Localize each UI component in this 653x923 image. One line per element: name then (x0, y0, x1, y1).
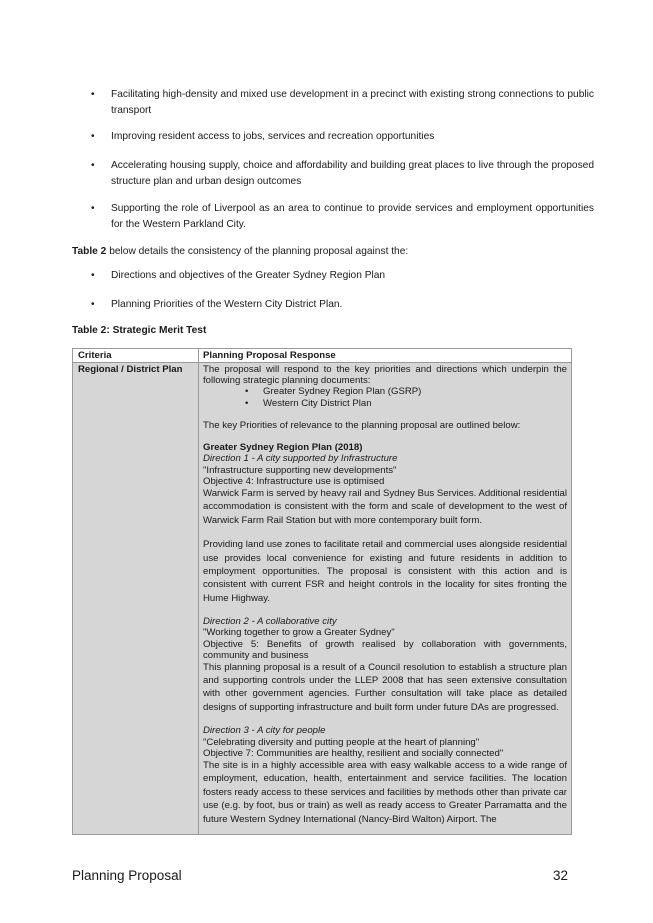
strategic-documents-list (203, 386, 567, 409)
direction-3-text: The site is in a highly accessible area with easy walkable access to a wide range of employment, education, health, entertainment and service facilities. The location fosters ready access to these services and facilities by methods other than private car use (e.g. by foot, bus or train) as well as ready access to Greater Parramatta and the future Western Sydney International (Nancy-Bird Walton) Airport. The (203, 759, 567, 825)
gsrp-heading (203, 442, 567, 453)
list-item-text: Improving resident access to jobs, services and recreation opportunities (111, 131, 435, 142)
list-item (72, 158, 594, 189)
list-item-text: Western City District Plan (263, 397, 372, 409)
list-item (203, 398, 567, 410)
bullet-glyph: • (245, 397, 249, 409)
table-header-row (73, 349, 571, 363)
direction-2-text: This planning proposal is a result of a Council resolution to establish a structure plan and supporting controls under the LLEP 2008 that has seen extensive consultation with other government agencies. Further consultation will take place as detailed designs of supporting infrastructure and built form under future DAs are progressed. (203, 661, 567, 713)
direction-1-text: Warwick Farm is served by heavy rail and Sydney Bus Services. Additional residential accommodation is consistent with the form and scale of development to the west of Warwick Farm Rail Station but with more contemporary built form. (203, 488, 567, 526)
list-item (72, 129, 594, 145)
list-item-text: Greater Sydney Region Plan (GSRP) (263, 386, 422, 397)
list-item (72, 268, 594, 284)
direction-1-objective: Objective 4: Infrastructure use is optimised (203, 475, 385, 487)
table-intro-bullet-list (72, 268, 594, 284)
bullet-glyph: • (91, 89, 95, 100)
direction-1-title (203, 453, 567, 464)
direction-3-quote: "Celebrating diversity and putting people at the heart of planning" (203, 736, 480, 748)
response-intro: The proposal will respond to the key priorities and directions which underpin the following strategic planning documents: (203, 364, 567, 386)
direction-3-objective: Objective 7: Communities are healthy, resilient and socially connected" (203, 747, 504, 759)
list-item (72, 87, 594, 118)
list-item-text: Directions and objectives of the Greater Sydney Region Plan (111, 270, 386, 281)
table-caption: Table 2: Strategic Merit Test (72, 325, 207, 336)
direction-2-quote: "Working together to grow a Greater Sydney" (203, 627, 395, 639)
table-intro-paragraph (72, 244, 594, 260)
column-header-criteria: Criteria (78, 350, 112, 361)
column-header-response: Planning Proposal Response (203, 350, 336, 361)
list-item-text: Planning Priorities of the Western City District Plan. (111, 299, 343, 310)
bullet-glyph: • (91, 131, 95, 142)
response-cell (203, 364, 567, 826)
bullet-glyph: • (91, 270, 95, 281)
intro-bullet-list (72, 87, 594, 118)
list-item-text: Supporting the role of Liverpool as an area to continue to provide services and employment opportunities for the Western Parkland City. (111, 203, 594, 230)
list-item (72, 201, 594, 232)
bullet-glyph: • (91, 203, 95, 214)
direction-2-title-text: Direction 2 - A collaborative city (203, 616, 337, 628)
column-divider (198, 349, 199, 834)
list-item (203, 386, 567, 398)
intro-bullet-list (72, 129, 594, 145)
direction-1-text-2: Providing land use zones to facilitate retail and commercial uses alongside residential use provides local convenience for existing and future residents in addition to employment opportunities. The proposal is consistent with this action and is consistent with current FSR and height controls in the locality for sites fronting the Hume Highway. (203, 539, 567, 604)
table-row (73, 363, 571, 834)
table-intro-text: below details the consistency of the planning proposal against the: (106, 246, 409, 257)
direction-3-title-text: Direction 3 - A city for people (203, 725, 326, 737)
intro-bullet-list (72, 201, 594, 232)
direction-2-title (203, 616, 567, 627)
intro-bullet-list (72, 158, 594, 189)
bullet-glyph: • (91, 160, 95, 171)
footer-title: Planning Proposal (72, 868, 182, 883)
bullet-glyph: • (245, 386, 249, 397)
direction-1-quote: "Infrastructure supporting new developments" (203, 464, 397, 476)
list-item-text: Accelerating housing supply, choice and affordability and building great places to live through the proposed structure plan and urban design outcomes (111, 160, 594, 187)
table-intro-bullet-list (72, 297, 594, 313)
strategic-merit-table (72, 348, 572, 835)
priorities-intro: The key Priorities of relevance to the planning proposal are outlined below: (203, 420, 521, 431)
criteria-cell: Regional / District Plan (78, 364, 183, 375)
page-number: 32 (553, 868, 569, 883)
direction-2-objective: Objective 5: Benefits of growth realised by collaboration with governments, community and business (203, 638, 567, 661)
direction-1-title-text: Direction 1 - A city supported by Infrastructure (203, 453, 398, 465)
gsrp-heading-text: Greater Sydney Region Plan (2018) (203, 442, 363, 454)
list-item-text: Facilitating high-density and mixed use development in a precinct with existing strong connections to public transport (111, 89, 594, 116)
list-item (72, 297, 594, 313)
table-reference: Table 2 (72, 246, 107, 257)
direction-3-title (203, 725, 567, 736)
bullet-glyph: • (91, 299, 95, 310)
